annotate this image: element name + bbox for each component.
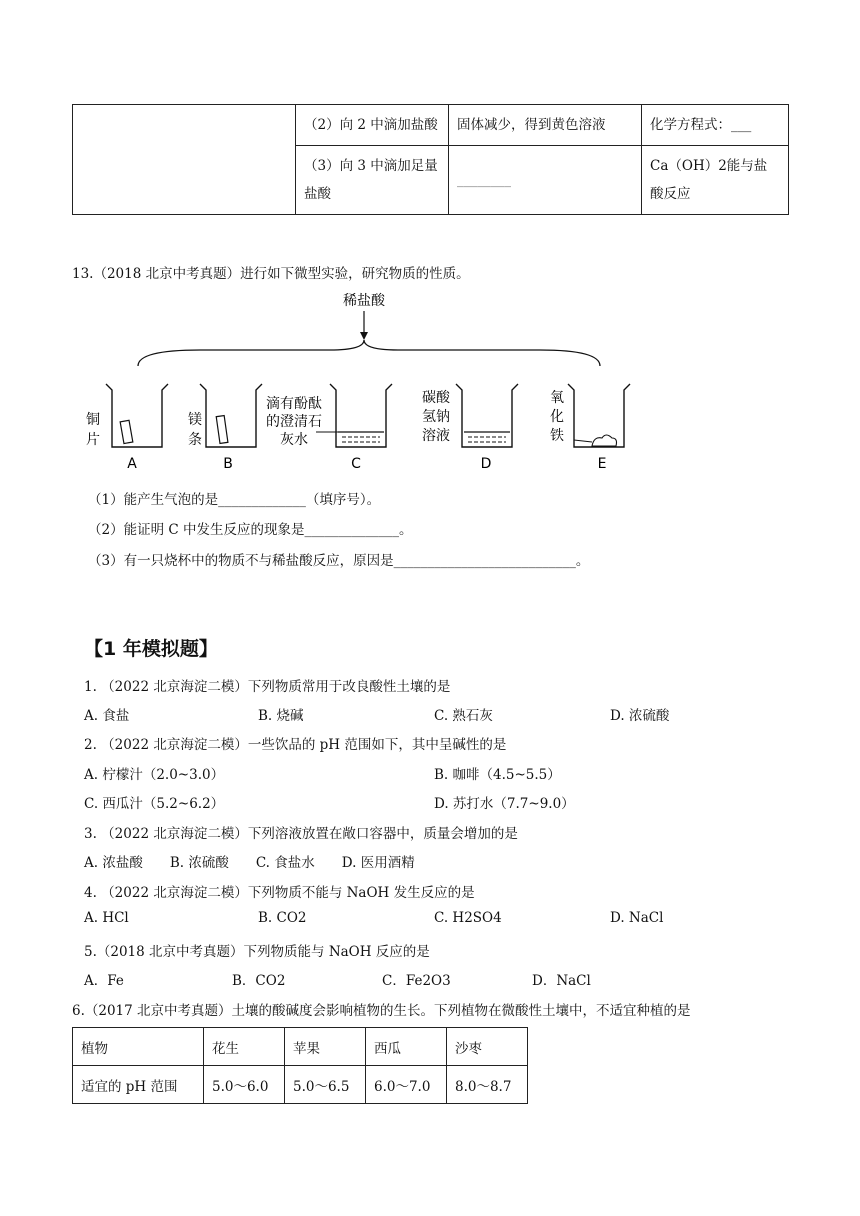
beaker-letter-d: D — [480, 456, 492, 472]
q4-option-a: A. HCl — [84, 910, 129, 926]
q1-option-d: D. 浓硫酸 — [610, 708, 670, 724]
beaker-e — [550, 384, 630, 472]
table-row — [73, 1028, 528, 1066]
q2-option-d: D. 苏打水（7.7~9.0） — [434, 796, 575, 812]
q13-stem: 13.（2018 北京中考真题）进行如下微型实验，研究物质的性质。 — [72, 266, 470, 282]
beaker-label-e-3: 铁 — [550, 428, 564, 444]
beaker-label-d-1: 碳酸 — [422, 390, 450, 406]
table-header-cell: 沙枣 — [447, 1028, 528, 1066]
table-header-cell: 苹果 — [285, 1028, 366, 1066]
beaker-label-e-2: 化 — [550, 409, 564, 425]
q1-option-b: B. 烧碱 — [258, 708, 304, 724]
q3-options: A. 浓盐酸 B. 浓硫酸 C. 食盐水 D. 医用酒精 — [84, 855, 415, 871]
copper-sheet — [120, 420, 133, 443]
q5-option-d: D．NaCl — [532, 973, 591, 989]
beaker-label-c-2: 的澄清石 — [266, 414, 322, 430]
beaker-d — [422, 384, 518, 472]
magnesium-strip — [216, 416, 228, 444]
q2-stem: 2. （2022 北京海淀二模）一些饮品的 pH 范围如下，其中呈碱性的是 — [84, 737, 507, 753]
beaker-b — [188, 384, 262, 472]
section-title: 【1 年模拟题】 — [84, 638, 218, 660]
q4-stem: 4. （2022 北京海淀二模）下列物质不能与 NaOH 发生反应的是 — [84, 885, 475, 901]
beaker-label-a-1: 铜 — [86, 412, 100, 428]
beaker-label-a-2: 片 — [86, 432, 100, 448]
q1-option-a: A. 食盐 — [84, 708, 130, 724]
beaker-label-b-2: 条 — [188, 432, 202, 448]
beaker-label-b-1: 镁 — [188, 412, 202, 428]
table-cell: 固体减少，得到黄色溶液 — [449, 105, 642, 146]
table-cell: 6.0～7.0 — [366, 1066, 447, 1104]
q2-option-b: B. 咖啡（4.5~5.5） — [434, 767, 561, 783]
q13-sub2: （2）能证明 C 中发生反应的现象是______________。 — [88, 522, 413, 538]
table-cell: 8.0～8.7 — [447, 1066, 528, 1104]
q6-stem: 6.（2017 北京中考真题）土壤的酸碱度会影响植物的生长。下列植物在微酸性土壤中，不适宜种植的是 — [72, 1003, 691, 1019]
beaker-label-e-1: 氧 — [550, 390, 564, 406]
iron-oxide-powder — [592, 435, 617, 446]
beaker-letter-e: E — [597, 456, 607, 472]
beaker-letter-a: A — [127, 456, 137, 472]
q2-option-c: C. 西瓜汁（5.2~6.2） — [84, 796, 225, 812]
arrow-head-icon — [360, 332, 368, 340]
brace — [138, 340, 600, 366]
q4-option-b: B. CO2 — [258, 910, 307, 926]
table-header-cell: 植物 — [73, 1028, 204, 1066]
table-header-cell: 西瓜 — [366, 1028, 447, 1066]
q13-sub1: （1）能产生气泡的是_____________（填序号）。 — [88, 492, 381, 508]
table-cell: 化学方程式：___ — [642, 105, 789, 146]
beaker-letter-c: C — [351, 456, 361, 472]
beaker-c — [266, 384, 392, 472]
beaker-label-c-3: 灰水 — [280, 432, 308, 448]
table-row — [73, 1066, 528, 1104]
q2-option-a: A. 柠檬汁（2.0~3.0） — [84, 767, 225, 783]
q3-stem: 3. （2022 北京海淀二模）下列溶液放置在敞口容器中，质量会增加的是 — [84, 826, 518, 842]
q5-option-a: A．Fe — [84, 973, 124, 989]
table-cell: （2）向 2 中滴加盐酸 — [296, 105, 449, 146]
beaker-label-d-2: 氢钠 — [422, 409, 450, 425]
table-cell-empty — [73, 105, 296, 215]
table-cell: 适宜的 pH 范围 — [73, 1066, 204, 1104]
table-cell: 5.0～6.0 — [204, 1066, 285, 1104]
q5-option-b: B．CO2 — [232, 973, 286, 989]
reagent-label: 稀盐酸 — [343, 293, 385, 309]
table-cell: （3）向 3 中滴加足量盐酸 — [296, 146, 449, 215]
table-cell: Ca（OH）2能与盐酸反应 — [642, 146, 789, 215]
q5-option-c: C．Fe2O3 — [382, 973, 451, 989]
q13-sub3: （3）有一只烧杯中的物质不与稀盐酸反应，原因是___________________________。 — [88, 553, 590, 569]
beaker-a — [86, 384, 168, 472]
table-cell: 5.0～6.5 — [285, 1066, 366, 1104]
experiment-table — [72, 104, 789, 215]
beaker-letter-b: B — [223, 456, 233, 472]
q4-option-c: C. H2SO4 — [434, 910, 502, 926]
q4-option-d: D. NaCl — [610, 910, 664, 926]
beaker-label-c-1: 滴有酚酞 — [266, 396, 322, 412]
beaker-diagram — [80, 284, 660, 474]
q5-stem: 5.（2018 北京中考真题）下列物质能与 NaOH 反应的是 — [84, 944, 430, 960]
table-cell: ________ — [449, 146, 642, 215]
beaker-label-d-3: 溶液 — [422, 428, 450, 444]
q1-stem: 1. （2022 北京海淀二模）下列物质常用于改良酸性土壤的是 — [84, 679, 451, 695]
table-row — [73, 105, 789, 146]
q1-option-c: C. 熟石灰 — [434, 708, 493, 724]
table-header-cell: 花生 — [204, 1028, 285, 1066]
ph-table — [72, 1027, 528, 1104]
